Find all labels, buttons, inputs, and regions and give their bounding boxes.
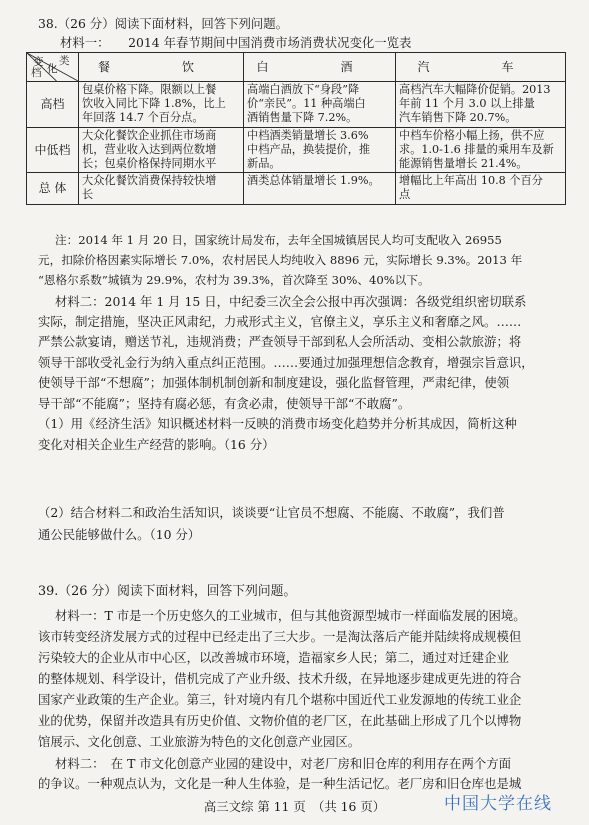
row-label-mid-low: 中低档 — [27, 127, 79, 173]
material2-line: 实际，制定措施，坚决正风肃纪，力戒形式主义，官僚主义，享乐主义和奢靡之风。…… — [38, 314, 522, 329]
q38-material1-title: 材料一： 2014 年春节期间中国消费市场消费状况变化一览表 — [60, 35, 412, 50]
corner-label-mid: 化 — [47, 63, 58, 75]
page-footer: 高三文综 第 11 页 （共 16 页） — [203, 799, 386, 814]
cell-line: 饮收入同比下降 1.8%，比上 — [82, 97, 226, 111]
cell-line: 年回落 14.7 个百分点。 — [82, 111, 204, 125]
cell-line: 包桌价格下降。限额以上餐 — [82, 83, 217, 96]
cell-overall-catering — [79, 173, 244, 204]
q38-sub2-line: （2）结合材料二和政治生活知识，谈谈要“让官员不想腐、不能腐、不敢腐”，我们普 — [38, 505, 505, 520]
table-row-mid-low — [27, 127, 566, 173]
note-line: 注：2014 年 1 月 20 日，国家统计局发布，去年全国城镇居民人均可支配收入 26955 — [55, 233, 502, 247]
q39-material1-line: 的整体规划、科学设计，借机完成了产业升级、技术升级，在异地逐步建成更先进的符合 — [38, 671, 522, 686]
cell-line: 大众化餐饮企业抓住市场商 — [82, 128, 217, 142]
cell-line: 长；包桌价格保持同期水平 — [82, 157, 217, 171]
q38-heading: 38.（26 分）阅读下面材料，回答下列问题。 — [38, 16, 289, 31]
cell-line: 酒类总体销量增长 1.9%。 — [247, 174, 380, 188]
cell-line: 中档车价格小幅上扬，供不应 — [399, 128, 545, 142]
material2-line: 严禁公款宴请，赠送节礼，违规消费；严查领导干部到私人会所活动、变相公款旅游；将 — [38, 334, 522, 349]
cell-line: 能源销售量增长 21.4%。 — [399, 157, 528, 171]
q39-heading: 39.（26 分）阅读下面材料，回答下列问题。 — [38, 584, 297, 599]
material2-line: 导干部“不能腐”；坚持有腐必惩，有贪必肃，使领导干部“不敢腐”。 — [38, 396, 411, 411]
q39-material2-line: 材料二： 在 T 市文化创意产业园的建设中，对老厂房和旧仓库的利用存在两个方面 — [55, 756, 512, 771]
cell-line: 中档酒类销量增长 3.6% — [247, 128, 369, 142]
q38-sub2-line: 通公民能够做什么。（10 分） — [38, 527, 201, 542]
table-header-row — [27, 53, 566, 82]
cell-line: 价“亲民”。11 种高端白 — [247, 97, 366, 111]
material2-line: 使领导干部“不想腐”；加强体制机制创新和制度建设，强化监督管理，严肃纪律，使领 — [38, 375, 510, 390]
q39-material1-line: 馆展示、文化创意、工业旅游为特色的文化创意产业园区。 — [38, 734, 361, 749]
q39-material1-line: 业的优势，保留并改造具有历史价值、文物价值的老厂区，在此基础上形成了几个以博物 — [38, 713, 522, 728]
cell-line: 新品。 — [247, 157, 281, 171]
header-liquor: 白 酒 — [244, 53, 396, 82]
cell-line: 点 — [399, 188, 411, 202]
cell-line: 增幅比上年高出 10.8 个百分 — [399, 174, 543, 188]
cell-line: 中档产品，换装提价，推 — [247, 142, 371, 156]
cell-line: 高档汽车大幅降价促销。2013 — [399, 83, 551, 96]
row-label-overall: 总 体 — [27, 173, 79, 204]
q39-material1-line: 污染较大的企业从市中心区，以改善城市环境，造福家乡人民；第二，通过对迁建企业 — [38, 650, 509, 665]
site-watermark: 中国大学在线 — [444, 794, 552, 814]
cell-spacer — [247, 189, 392, 203]
cell-line: 高端白酒放下“身段”降 — [247, 83, 360, 96]
corner-label-type: 类 — [59, 55, 70, 67]
cell-high-liquor — [244, 82, 396, 128]
cell-line: 年前 11 个月 3.0 以上排量 — [399, 97, 535, 111]
header-automobile: 汽 车 — [396, 53, 566, 82]
q39-material2-line: 的争议。一种观点认为，文化是一种人生体验，是一种生活记忆。老厂房和旧仓库也是城 — [38, 776, 522, 791]
header-catering: 餐 饮 — [79, 53, 244, 82]
table-row-overall — [27, 173, 566, 204]
cell-midlow-catering — [79, 127, 244, 173]
note-line: 元，扣除价格因素实际增长 7.0%，农村居民人均纯收入 8896 元，实际增长 9.3%。2013 年 — [38, 253, 523, 267]
cell-high-automobile — [396, 82, 566, 128]
cell-line: 酒销售量下降 7.2%。 — [247, 111, 358, 125]
material2-line: 材料二：2014 年 1 月 15 日，中纪委三次全会公报中再次强调：各级党组织密切联系 — [55, 294, 527, 309]
q39-material1-line: 材料一：T 市是一个历史悠久的工业城市，但与其他资源型城市一样面临发展的困境。 — [55, 608, 526, 623]
q39-material1-line: 该市转变经济发展方式的过程中已经走出了三大步。一是淘汰落后产能并陆续将成规模但 — [38, 629, 522, 644]
cell-line: 求。1.0-1.6 排量的乘用车及新 — [399, 142, 554, 156]
cell-line: 机，营业收入达到两位数增 — [82, 142, 217, 156]
cell-line: 大众化餐饮消费保持较快增 — [82, 174, 217, 188]
table-row-high — [27, 82, 566, 128]
q39-material1-line: 国家产业政策的生产企业。第三，针对境内有几个堪称中国近代工业发源地的传统工业企 — [38, 692, 522, 707]
note-line: “恩格尔系数”城镇为 29.9%，农村为 39.3%，首次降至 30%、40%以下。 — [38, 273, 430, 287]
cell-midlow-liquor — [244, 127, 396, 173]
row-label-high: 高档 — [27, 82, 79, 128]
cell-high-catering — [79, 82, 244, 128]
consumption-table — [26, 52, 566, 205]
table-corner-cell — [27, 53, 79, 82]
cell-overall-liquor — [244, 173, 396, 204]
q38-sub1-line: （1）用《经济生活》知识概述材料一反映的消费市场变化趋势并分析其成因，简析这种 — [38, 416, 517, 431]
corner-label-grade: 档 — [31, 67, 42, 79]
cell-line: 汽车销售下降 20.7%。 — [399, 111, 517, 125]
corner-label-change: 变 — [33, 56, 44, 68]
cell-line: 长 — [82, 188, 94, 202]
material2-line: 领导干部收受礼金行为纳入重点纠正范围。……要通过加强理想信念教育，增强宗旨意识， — [38, 355, 534, 370]
cell-overall-automobile — [396, 173, 566, 204]
q38-sub1-line: 变化对相关企业生产经营的影响。（16 分） — [38, 437, 275, 452]
cell-midlow-automobile — [396, 127, 566, 173]
